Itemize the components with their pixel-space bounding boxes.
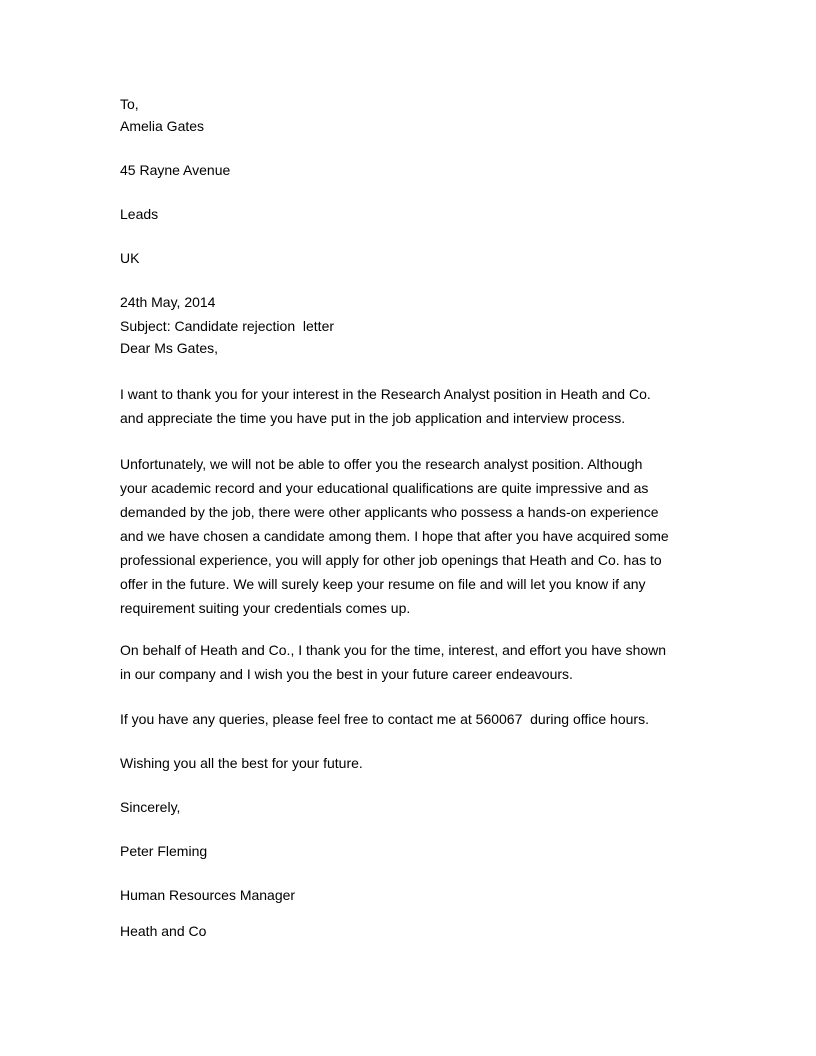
paragraph-line: Unfortunately, we will not be able to offer you the research analyst position. Although (120, 456, 643, 472)
salutation: Dear Ms Gates, (120, 340, 219, 356)
letter-date: 24th May, 2014 (120, 294, 216, 310)
body-paragraph-1 (120, 382, 720, 430)
paragraph-line: your academic record and your educational qualifications are quite impressive and as (120, 480, 649, 496)
recipient-city: Leads (120, 206, 159, 222)
sender-company: Heath and Co (120, 923, 207, 939)
closing: Sincerely, (120, 799, 181, 815)
body-paragraph-4: If you have any queries, please feel free to contact me at 560067 during office hours. (120, 711, 649, 727)
paragraph-line: demanded by the job, there were other applicants who possess a hands-on experience (120, 504, 659, 520)
to-label: To, (120, 96, 139, 112)
recipient-address-line1: 45 Rayne Avenue (120, 162, 231, 178)
body-paragraph-5: Wishing you all the best for your future. (120, 755, 363, 771)
sender-name: Peter Fleming (120, 843, 208, 859)
paragraph-line: in our company and I wish you the best in your future career endeavours. (120, 666, 573, 682)
paragraph-line: On behalf of Heath and Co., I thank you for the time, interest, and effort you have shown (120, 642, 667, 658)
sender-title: Human Resources Manager (120, 887, 296, 903)
recipient-country: UK (120, 250, 140, 266)
letter-subject: Subject: Candidate rejection letter (120, 318, 335, 334)
paragraph-line: offer in the future. We will surely keep your resume on file and will let you know if any (120, 576, 646, 592)
paragraph-line: requirement suiting your credentials comes up. (120, 600, 411, 616)
body-paragraph-3 (120, 638, 720, 686)
paragraph-line: and we have chosen a candidate among them. I hope that after you have acquired some (120, 528, 669, 544)
paragraph-line: professional experience, you will apply for other job openings that Heath and Co. has to (120, 552, 662, 568)
body-paragraph-2 (120, 452, 720, 620)
recipient-name: Amelia Gates (120, 118, 205, 134)
paragraph-line: and appreciate the time you have put in the job application and interview process. (120, 410, 626, 426)
paragraph-line: I want to thank you for your interest in the Research Analyst position in Heath and Co. (120, 386, 651, 402)
